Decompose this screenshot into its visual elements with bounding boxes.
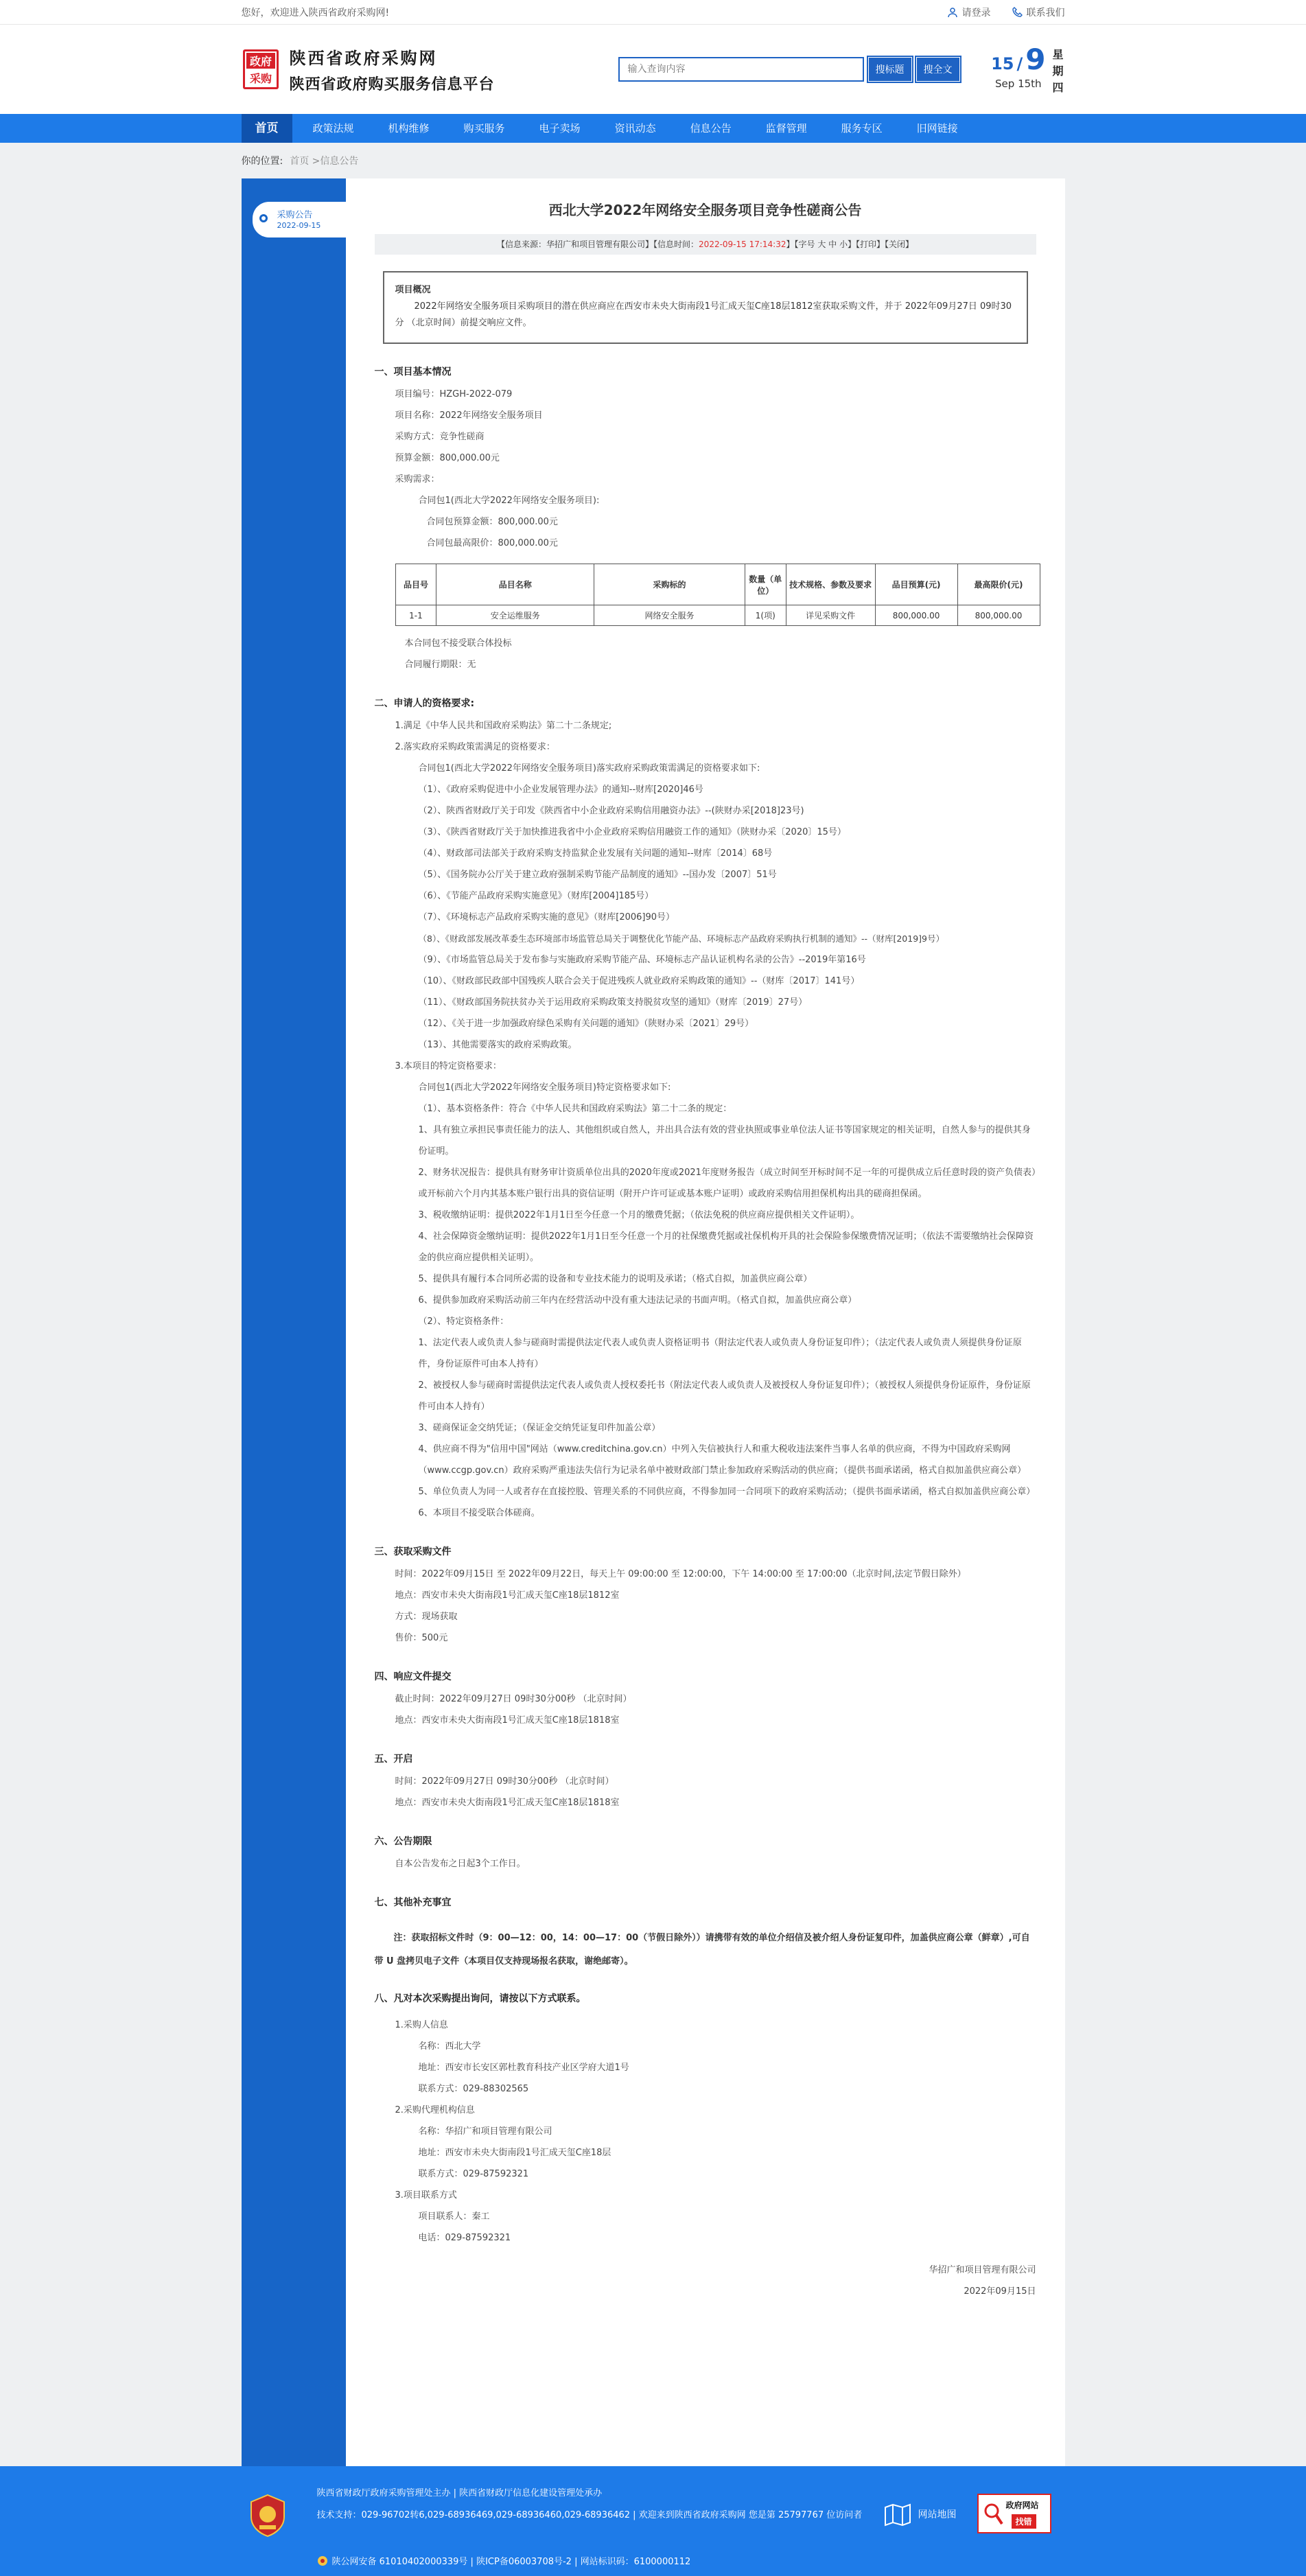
package-budget: 合同包预算金额：800,000.00元 <box>426 517 558 527</box>
agency-title: 2.采购代理机构信息 <box>395 2105 475 2115</box>
purchaser-phone: 联系方式：029-88302565 <box>418 2084 529 2094</box>
section-1-heading: 一、项目基本情况 <box>374 367 452 378</box>
police-badge-icon <box>317 2555 328 2566</box>
package-title: 合同包1(西北大学2022年网络安全服务项目): <box>418 496 600 506</box>
login-label: 请登录 <box>961 8 991 19</box>
nav-item-old-site[interactable]: 旧网链接 <box>916 122 958 135</box>
contact-label: 联系我们 <box>1026 8 1065 19</box>
sidebar-tab-date: 2022-09-15 <box>277 221 321 230</box>
contract-term: 合同履行期限：无 <box>404 660 476 670</box>
nav-item-home[interactable]: 首页 <box>242 114 292 143</box>
date-day: 9 <box>1025 43 1046 76</box>
policy-item: （8）、《财政部发展改革委生态环境部市场监管总局关于调整优化节能产品、环境标志产品政府采购执行机制的通知》--（财库[2019]9号） <box>418 933 944 944</box>
site-logo[interactable] <box>242 45 495 94</box>
spec-item: 4、社会保障资金缴纳证明：提供2022年1月1日至今任意一个月的社保缴费凭据或社保机构开具的社会保险参保缴费情况证明；（依法不需要缴纳社会保障资金的供应商应提供相关证明）。 <box>418 1231 1034 1263</box>
table-cell: 网络安全服务 <box>594 605 745 626</box>
breadcrumb-label: 你的位置: <box>241 156 283 167</box>
section-3-heading: 三、获取采购文件 <box>374 1546 452 1557</box>
no-consortium-note: 本合同包不接受联合体投标 <box>404 638 512 649</box>
submit-deadline: 截止时间：2022年09月27日 09时30分00秒 （北京时间） <box>395 1694 632 1704</box>
table-header: 采购标的 <box>594 564 745 605</box>
search-fulltext-button[interactable]: 搜全文 <box>916 57 960 82</box>
meta-prefix: 【信息来源：华招广和项目管理有限公司】【信息时间： <box>497 240 699 249</box>
top-bar <box>0 0 1306 25</box>
section-4-heading: 四、响应文件提交 <box>374 1671 452 1682</box>
qual-line-2: 2.落实政府采购政策需满足的资格要求： <box>395 742 555 752</box>
welcome-text: 您好，欢迎进入陕西省政府采购网! <box>241 8 390 19</box>
qual-line-3: 3.本项目的特定资格要求： <box>395 1061 502 1071</box>
article <box>346 178 1065 2466</box>
breadcrumb <box>0 143 1306 178</box>
spec-item: 5、提供具有履行本合同所必需的设备和专业技术能力的说明及承诺；（格式自拟，加盖供应商公章） <box>418 1274 813 1284</box>
nav-item-institution[interactable]: 机构维修 <box>388 122 430 135</box>
search-bar <box>618 57 960 82</box>
overview-box <box>383 271 1028 344</box>
procurement-method: 采购方式：竞争性磋商 <box>395 432 485 442</box>
section-7-heading: 七、其他补充事宜 <box>374 1897 452 1908</box>
spec-item: 2、财务状况报告：提供具有财务审计资质单位出具的2020年度或2021年度财务报告（成立时间至开标时间不足一年的可提供成立后任意时段的资产负债表）或开标前六个月内其基本账户银行出具的资信证明（附开户许可证或基本账户证明）或政府采购信用担保机构出具的磋商担保函。 <box>418 1168 1036 1199</box>
sidebar-tab-announcement[interactable] <box>253 202 346 237</box>
notice-period: 自本公告发布之日起3个工作日。 <box>395 1859 526 1869</box>
table-header: 技术规格、参数及要求 <box>786 564 875 605</box>
date-month: 15 <box>991 54 1014 73</box>
budget-amount: 预算金额：800,000.00元 <box>395 453 500 463</box>
article-meta <box>375 234 1036 255</box>
acquire-method: 方式：现场获取 <box>395 1612 458 1622</box>
spec-package: 合同包1(西北大学2022年网络安全服务项目)特定资格要求如下: <box>418 1082 671 1093</box>
sitemap-link[interactable] <box>884 2502 957 2527</box>
table-header: 品目名称 <box>436 564 594 605</box>
table-cell: 800,000.00 <box>875 605 957 626</box>
spec-item: 6、提供参加政府采购活动前三年内在经营活动中没有重大违法记录的书面声明。（格式自拟，加盖供应商公章） <box>418 1295 857 1306</box>
date-display <box>991 43 1064 96</box>
agency-address: 地址：西安市未央大街南段1号汇成天玺C座18层 <box>418 2148 611 2158</box>
search-title-button[interactable]: 搜标题 <box>868 57 912 82</box>
spec-special: （2）、特定资格条件： <box>418 1316 509 1327</box>
nav-item-e-mall[interactable]: 电子卖场 <box>539 122 581 135</box>
purchaser-name: 名称：西北大学 <box>418 2041 481 2052</box>
section-2-heading: 二、申请人的资格要求: <box>374 698 475 709</box>
main-nav <box>0 114 1306 143</box>
footer-support: 技术支持：029-96702转6,029-68936469,029-68936460,029-68936462 | 欢迎来到陕西省政府采购网 您是第 25797767 位访问者 <box>316 2510 863 2520</box>
special-item: 6、本项目不接受联合体磋商。 <box>418 1508 540 1518</box>
requirements-label: 采购需求： <box>395 474 440 485</box>
project-name: 项目名称：2022年网络安全服务项目 <box>395 410 543 421</box>
sidebar-tab-label: 采购公告 <box>277 210 313 220</box>
svg-text:政府: 政府 <box>249 55 272 68</box>
nav-item-purchase-service[interactable]: 购买服务 <box>463 122 505 135</box>
policy-item: （7）、《环境标志产品政府采购实施的意见》（财库[2006]90号） <box>418 912 675 923</box>
policy-item: （13）、其他需要落实的政府采购政策。 <box>418 1040 577 1050</box>
sign-date: 2022年09月15日 <box>964 2286 1036 2297</box>
table-header: 品目号 <box>395 564 436 605</box>
badge-top-text: 政府网站 <box>1005 2500 1039 2510</box>
open-location: 地点：西安市未央大街南段1号汇成天玺C座18层1818室 <box>395 1798 620 1808</box>
badge-bottom-text: 找错 <box>1012 2514 1036 2529</box>
agency-name: 名称：华招广和项目管理有限公司 <box>418 2126 552 2137</box>
policy-item: （9）、《市场监管总局关于发布参与实施政府采购节能产品、环境标志产品认证机构名录的公告》--2019年第16号 <box>418 955 866 965</box>
special-item: 3、磋商保证金交纳凭证；（保证金交纳凭证复印件加盖公章） <box>418 1423 661 1433</box>
project-code: 项目编号：HZGH-2022-079 <box>395 389 513 399</box>
spec-item: 3、税收缴纳证明：提供2022年1月1日至今任意一个月的缴费凭据；（依法免税的供应商应提供相关文件证明）。 <box>418 1210 860 1220</box>
acquire-price: 售价：500元 <box>395 1633 448 1643</box>
special-item: 2、被授权人参与磋商时需提供法定代表人或负责人授权委托书（附法定代表人或负责人及被授权人身份证复印件）；（被授权人须提供身份证原件，身份证原件可由本人持有） <box>418 1380 1031 1412</box>
policy-item: （3）、《陕西省财政厅关于加快推进我省中小企业政府采购信用融资工作的通知》（陕财办采〔2020〕15号） <box>418 827 846 837</box>
table-cell: 800,000.00 <box>957 605 1040 626</box>
sign-org: 华招广和项目管理有限公司 <box>929 2265 1036 2275</box>
acquire-location: 地点：西安市未央大街南段1号汇成天玺C座18层1812室 <box>395 1590 620 1601</box>
policy-item: （6）、《节能产品政府采购实施意见》（财库[2004]185号） <box>418 891 654 901</box>
page-title: 西北大学2022年网络安全服务项目竞争性磋商公告 <box>548 202 862 218</box>
site-title: 陕西省政府采购网 <box>289 48 438 68</box>
meta-time: 2022-09-15 17:14:32 <box>699 240 786 249</box>
content-area <box>242 178 1065 2466</box>
footer-icp <box>317 2554 691 2567</box>
overview-title: 项目概况 <box>395 285 431 295</box>
meta-suffix[interactable]: 】【字号 大 中 小】【打印】【关闭】 <box>786 240 913 249</box>
spec-basic: （1）、基本资格条件：符合《中华人民共和国政府采购法》第二十二条的规定： <box>418 1104 732 1114</box>
supplement-note: 注：获取招标文件时（9：00—12：00，14：00—17：00（节假日除外））请携带有效的单位介绍信及被介绍人身份证复印件，加盖供应商公章（鲜章）,可自带 U 盘拷贝电子文件（本项目仅支持现场报名获取，谢绝邮寄）。 <box>374 1933 1030 1966</box>
footer <box>0 2466 1306 2576</box>
table-header: 最高限价(元) <box>957 564 1040 605</box>
nav-item-supervision[interactable]: 监督管理 <box>765 122 807 135</box>
phone-icon <box>1012 7 1023 18</box>
sidebar <box>242 178 346 2466</box>
date-slash: / <box>1016 54 1023 73</box>
spec-item: 1、具有独立承担民事责任能力的法人、其他组织或自然人，并出具合法有效的营业执照或事业单位法人证书等国家规定的相关证明，自然人参与的提供其身份证明。 <box>418 1125 1031 1157</box>
policy-item: （5）、《国务院办公厅关于建立政府强制采购节能产品制度的通知》--国办发〔2007〕51号 <box>418 870 777 880</box>
table-cell: 1(项) <box>745 605 786 626</box>
package-max-price: 合同包最高限价：800,000.00元 <box>426 538 558 548</box>
sitemap-label: 网站地图 <box>918 2509 957 2520</box>
footer-icp-text: 陕公网安备 61010402000339号 | 陕ICP备06003708号-2 | 网站标识码：6100000112 <box>331 2557 691 2567</box>
policy-item: （11）、《财政部国务院扶贫办关于运用政府采购政策支持脱贫攻坚的通知》（财库〔2019〕27号） <box>418 997 808 1008</box>
table-row <box>395 605 1040 626</box>
user-icon <box>947 7 958 18</box>
table-header: 数量（单位） <box>745 564 786 605</box>
purchaser-address: 地址：西安市长安区郭杜教育科技产业区学府大道1号 <box>418 2063 629 2073</box>
policy-item: （1）、《政府采购促进中小企业发展管理办法》的通知--财库[2020]46号 <box>418 785 703 795</box>
contact-link[interactable] <box>1012 5 1065 19</box>
policy-item: （4）、财政部司法部关于政府采购支持监狱企业发展有关问题的通知--财库〔2014〕68号 <box>418 848 773 859</box>
project-contact-person: 项目联系人：秦工 <box>418 2212 490 2222</box>
nav-item-policy[interactable]: 政策法规 <box>312 122 354 135</box>
search-magnifier-icon <box>983 2502 1003 2527</box>
tab-dot-icon <box>259 214 268 222</box>
login-link[interactable] <box>947 5 991 19</box>
gov-site-error-badge[interactable] <box>977 2494 1051 2533</box>
table-header: 品目预算(元) <box>875 564 957 605</box>
special-item: 4、供应商不得为"信用中国"网站（www.creditchina.gov.cn）中列入失信被执行人和重大税收违法案件当事人名单的供应商，不得为中国政府采购网（www.ccgp.gov.cn）政府采购严重违法失信行为记录名单中被财政部门禁止参加政府采购活动的供应商；（提供书面承诺函，格式自拟加盖供应商公章） <box>418 1444 1027 1476</box>
section-6-heading: 六、公告期限 <box>374 1836 432 1847</box>
nav-item-service-zone[interactable]: 服务专区 <box>841 122 883 135</box>
header <box>0 25 1306 114</box>
section-5-heading: 五、开启 <box>374 1754 413 1765</box>
table-cell: 详见采购文件 <box>786 605 875 626</box>
special-item: 1、法定代表人或负责人参与磋商时需提供法定代表人或负责人资格证明书（附法定代表人或负责人身份证复印件）；（法定代表人或负责人须提供身份证原件，身份证原件可由本人持有） <box>418 1338 1022 1369</box>
search-input[interactable] <box>618 57 864 82</box>
special-item: 5、单位负责人为同一人或者存在直接控股、管理关系的不同供应商，不得参加同一合同项下的政府采购活动；（提供书面承诺函，格式自拟加盖供应商公章） <box>418 1487 1036 1497</box>
agency-phone: 联系方式：029-87592321 <box>418 2169 529 2179</box>
overview-text: 2022年网络安全服务项目采购项目的潜在供应商应在西安市未央大街南段1号汇成天玺C座18层1812室获取采购文件，并于 2022年09月27日 09时30分 （北京时间）前提交响应文件。 <box>395 301 1012 328</box>
site-subtitle: 陕西省政府购买服务信息平台 <box>289 76 495 93</box>
emblem-icon <box>248 2494 287 2538</box>
policy-item: （2）、陕西省财政厅关于印发《陕西省中小企业政府采购信用融资办法》--(陕财办采[2018]23号) <box>418 806 804 816</box>
table-cell: 1-1 <box>395 605 436 626</box>
breadcrumb-path[interactable]: 首页 >信息公告 <box>290 156 359 167</box>
policy-item: （10）、《财政部民政部中国残疾人联合会关于促进残疾人就业政府采购政策的通知》--（财库〔2017〕141号） <box>418 976 860 986</box>
table-cell: 安全运维服务 <box>436 605 594 626</box>
items-table <box>395 564 1040 626</box>
project-contact-phone: 电话：029-87592321 <box>418 2233 511 2243</box>
nav-item-news[interactable]: 资讯动态 <box>614 122 656 135</box>
open-time: 时间：2022年09月27日 09时30分00秒 （北京时间） <box>395 1776 614 1787</box>
qual-package: 合同包1(西北大学2022年网络安全服务项目)落实政府采购政策需满足的资格要求如下: <box>418 763 760 774</box>
project-contact-title: 3.项目联系方式 <box>395 2190 457 2201</box>
date-sub: Sep 15th <box>995 78 1042 90</box>
policy-item: （12）、《关于进一步加强政府绿色采购有关问题的通知》（陕财办采〔2021〕29号） <box>418 1019 754 1029</box>
section-8-heading: 八、凡对本次采购提出询问，请按以下方式联系。 <box>374 1993 586 2004</box>
map-icon <box>884 2502 911 2527</box>
footer-sponsor: 陕西省财政厅政府采购管理处主办 | 陕西省财政厅信息化建设管理处承办 <box>316 2488 603 2498</box>
qual-line-1: 1.满足《中华人民共和国政府采购法》第二十二条规定; <box>395 721 612 731</box>
nav-item-announcements[interactable]: 信息公告 <box>690 122 732 135</box>
acquire-time: 时间：2022年09月15日 至 2022年09月22日，每天上午 09:00:00 至 12:00:00，下午 14:00:00 至 17:00:00（北京时间,法定节假日除外） <box>395 1569 966 1579</box>
weekday: 星期四 <box>1052 48 1064 94</box>
svg-text:采购: 采购 <box>249 72 272 85</box>
submit-location: 地点：西安市未央大街南段1号汇成天玺C座18层1818室 <box>395 1715 620 1726</box>
logo-seal-icon <box>242 48 280 91</box>
purchaser-title: 1.采购人信息 <box>395 2020 448 2030</box>
